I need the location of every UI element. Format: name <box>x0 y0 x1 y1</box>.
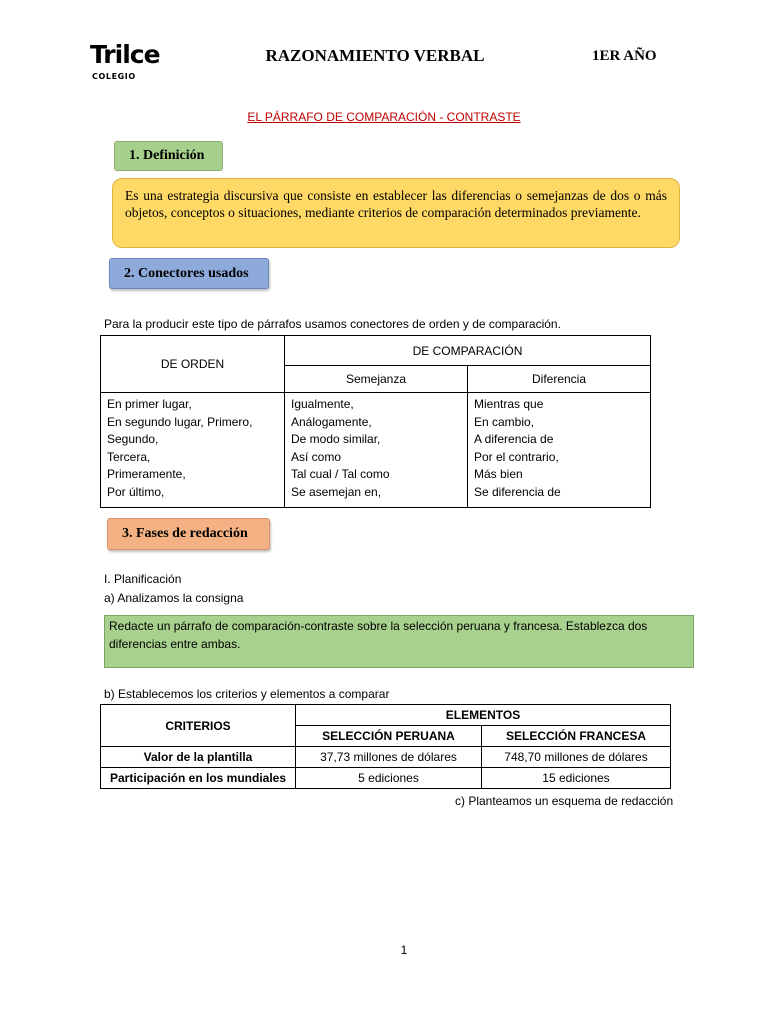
list-item: Por el contrario, <box>474 449 559 464</box>
list-item: En cambio, <box>474 414 535 429</box>
criterio-cell: Participación en los mundiales <box>101 768 296 789</box>
orden-list <box>101 393 285 508</box>
step-b-label: b) Establecemos los criterios y elementos a comparar <box>104 687 390 701</box>
table-row <box>101 768 671 789</box>
definition-box: Es una estrategia discursiva que consiste en establecer las diferencias o semejanzas de dos o más objetos, conceptos o situaciones, mediante criterios de comparación determinados previamente. <box>112 178 680 248</box>
list-item: Tercera, <box>107 449 151 464</box>
section-definicion-heading: 1. Definición <box>114 141 223 171</box>
table-row <box>101 747 671 768</box>
list-item: Mientras que <box>474 397 544 411</box>
francia-cell: 15 ediciones <box>482 768 671 789</box>
list-item: Análogamente, <box>291 414 372 429</box>
list-item: A diferencia de <box>474 432 554 446</box>
logo-subtitle: COLEGIO <box>92 72 136 81</box>
list-item: En segundo lugar, Primero, <box>107 414 253 429</box>
header-de-comparacion: DE COMPARACIÓN <box>285 336 651 366</box>
header-elementos: ELEMENTOS <box>296 705 671 726</box>
conectores-intro: Para la producir este tipo de párrafos usamos conectores de orden y de comparación. <box>104 317 561 331</box>
section-fases-heading: 3. Fases de redacción <box>107 518 270 550</box>
list-item: Tal cual / Tal como <box>291 467 390 481</box>
list-item: De modo similar, <box>291 432 381 446</box>
header-de-orden: DE ORDEN <box>101 336 285 393</box>
logo-text: Trilce <box>90 40 160 69</box>
list-item: Segundo, <box>107 432 159 446</box>
list-item: Primeramente, <box>107 467 186 481</box>
list-item: Por último, <box>107 484 165 499</box>
header-semejanza: Semejanza <box>285 366 468 393</box>
list-item: Se asemejan en, <box>291 484 382 499</box>
subject-title: RAZONAMIENTO VERBAL <box>265 46 485 65</box>
list-item: Así como <box>291 449 342 464</box>
document-title: EL PÁRRAFO DE COMPARACIÓN - CONTRASTE <box>247 110 521 124</box>
step-c-label: c) Planteamos un esquema de redacción <box>455 794 674 808</box>
grade-label: 1ER AÑO <box>592 48 657 64</box>
semejanza-list <box>285 393 468 508</box>
header-seleccion-peruana: SELECCIÓN PERUANA <box>296 726 482 747</box>
criteria-table <box>100 704 671 789</box>
connectors-table <box>100 335 651 508</box>
header-diferencia: Diferencia <box>468 366 651 393</box>
header-criterios: CRITERIOS <box>101 705 296 747</box>
peru-cell: 5 ediciones <box>296 768 482 789</box>
header-seleccion-francesa: SELECCIÓN FRANCESA <box>482 726 671 747</box>
francia-cell: 748,70 millones de dólares <box>482 747 671 768</box>
list-item: Más bien <box>474 467 523 481</box>
diferencia-list <box>468 393 651 508</box>
peru-cell: 37,73 millones de dólares <box>296 747 482 768</box>
section-conectores-heading: 2. Conectores usados <box>109 258 269 289</box>
criterio-cell: Valor de la plantilla <box>101 747 296 768</box>
page-number: 1 <box>400 943 408 957</box>
list-item: En primer lugar, <box>107 397 192 411</box>
list-item: Se diferencia de <box>474 484 561 499</box>
consigna-box: Redacte un párrafo de comparación-contraste sobre la selección peruana y francesa. Establezca dos diferencias entre ambas. <box>104 615 694 668</box>
step-a-label: a) Analizamos la consigna <box>104 591 244 605</box>
planificacion-label: I. Planificación <box>104 572 182 586</box>
list-item: Igualmente, <box>291 397 354 411</box>
